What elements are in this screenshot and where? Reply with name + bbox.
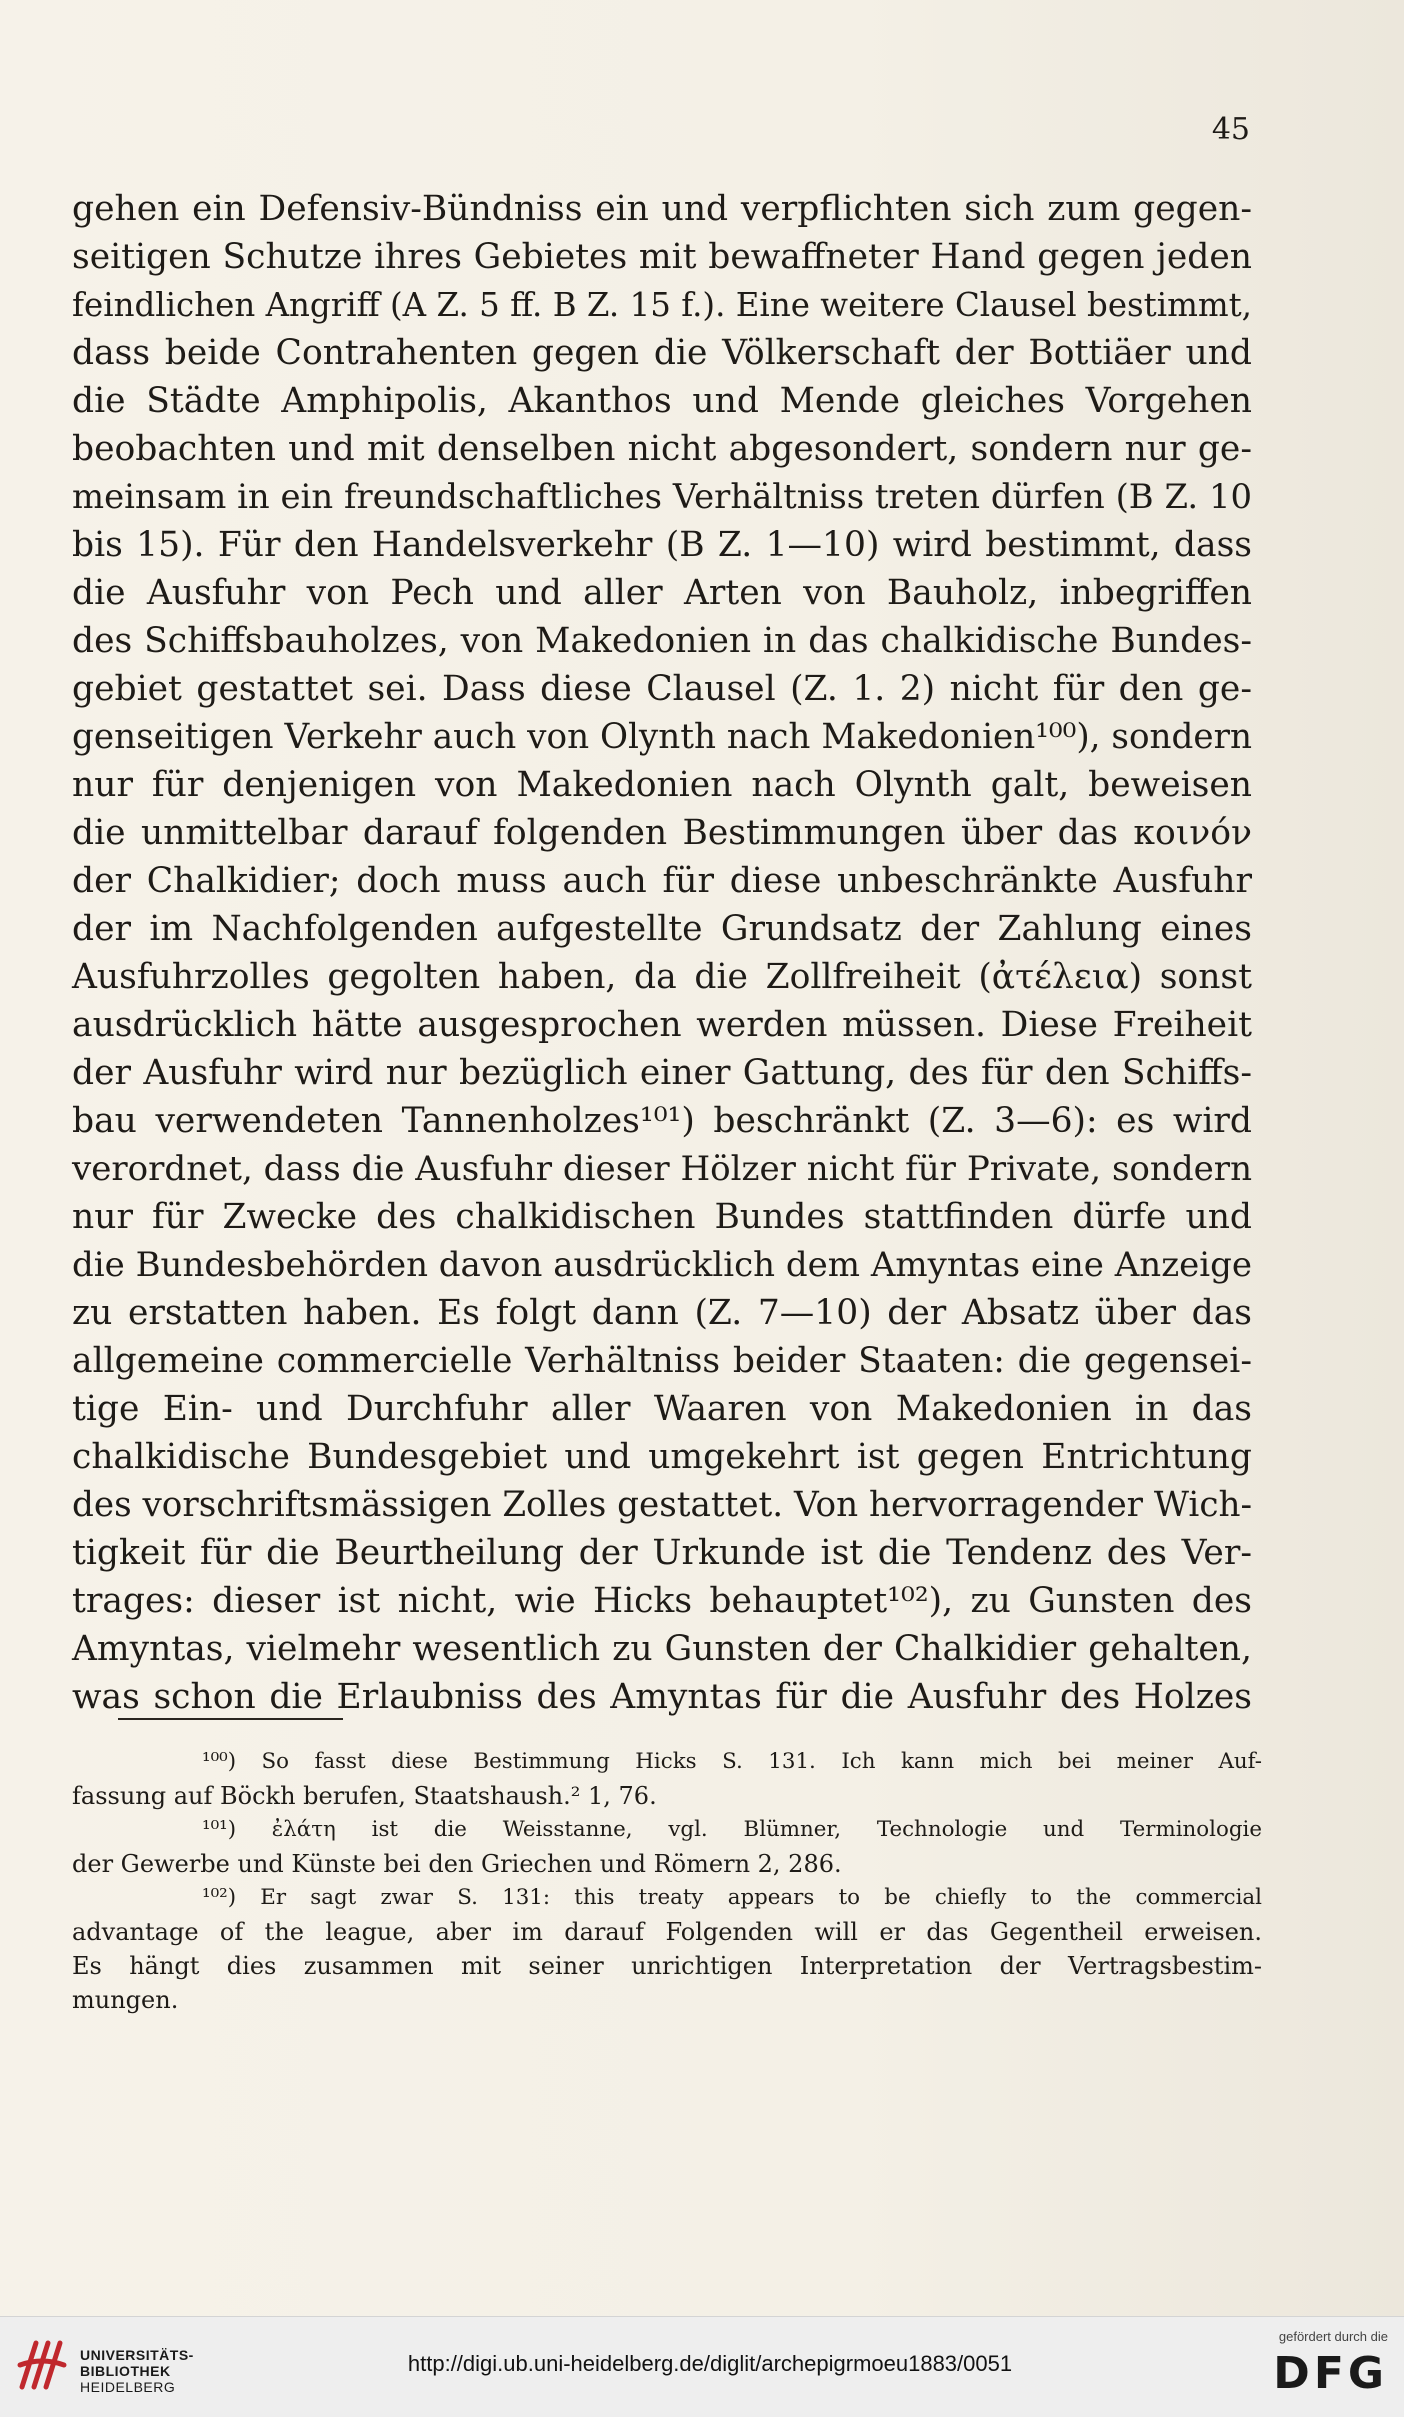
text-line: nur für denjenigen von Makedonien nach Olynth galt, beweisen [72,765,1252,805]
viewer-footer [0,2316,1404,2417]
text-line: verordnet, dass die Ausfuhr dieser Hölzer nicht für Private, sondern [72,1149,1252,1189]
footnote-line: advantage of the league, aber im darauf Folgenden will er das Gegentheil erweisen. [72,1918,1262,1946]
text-line: die unmittelbar darauf folgenden Bestimmungen über das κοινόν [72,813,1252,853]
text-line: tige Ein- und Durchfuhr aller Waaren von Makedonien in das [72,1389,1252,1429]
footnote-line: mungen. [72,1986,179,2014]
text-line: die Ausfuhr von Pech und aller Arten von Bauholz, inbegriffen [72,573,1252,613]
text-line: gebiet gestattet sei. Dass diese Clausel (Z. 1. 2) nicht für den ge- [72,669,1252,709]
text-line: tigkeit für die Beurtheilung der Urkunde ist die Tendenz des Ver- [72,1533,1252,1573]
footnote-line: fassung auf Böckh berufen, Staatshaush.² 1, 76. [72,1782,657,1810]
footnote-line: ¹⁰¹) ἐλάτη ist die Weisstanne, vgl. Blümner, Technologie und Terminologie [202,1817,1262,1842]
footnote-line: Es hängt dies zusammen mit seiner unrichtigen Interpretation der Vertragsbestim- [72,1952,1262,1980]
text-line: Amyntas, vielmehr wesentlich zu Gunsten der Chalkidier gehalten, [72,1629,1252,1669]
text-line: zu erstatten haben. Es folgt dann (Z. 7—10) der Absatz über das [72,1293,1252,1333]
dfg-logo: DFG [1273,2348,1388,2399]
text-line: die Bundesbehörden davon ausdrücklich dem Amyntas eine Anzeige [72,1245,1252,1285]
library-seal-icon [14,2335,70,2395]
text-line: die Städte Amphipolis, Akanthos und Mende gleiches Vorgehen [72,381,1252,421]
dfg-caption: gefördert durch die [1278,2329,1388,2344]
permalink-url[interactable]: http://digi.ub.uni-heidelberg.de/diglit/archepigrmoeu1883/0051 [407,2351,1013,2376]
footnote [72,1813,1262,1881]
text-line: des Schiffsbauholzes, von Makedonien in das chalkidische Bundes- [72,621,1252,661]
text-line: bau verwendeten Tannenholzes¹⁰¹) beschränkt (Z. 3—6): es wird [72,1101,1252,1141]
library-logo[interactable] [14,2335,194,2399]
text-line: allgemeine commercielle Verhältniss beider Staaten: die gegensei- [72,1341,1252,1381]
footnote-line: der Gewerbe und Künste bei den Griechen und Römern 2, 286. [72,1850,842,1878]
text-line: Ausfuhrzolles gegolten haben, da die Zollfreiheit (ἀτέλεια) sonst [72,957,1252,997]
text-line: des vorschriftsmässigen Zolles gestattet. Von hervorragender Wich- [72,1485,1253,1525]
library-name-line: HEIDELBERG [80,2379,176,2395]
footnote [72,1745,1262,1813]
footnote-line: ¹⁰²) Er sagt zwar S. 131: this treaty appears to be chiefly to the commercial [202,1885,1262,1910]
library-name [80,2347,194,2395]
text-line: nur für Zwecke des chalkidischen Bundes stattfinden dürfe und [72,1197,1252,1237]
text-line: der Chalkidier; doch muss auch für diese unbeschränkte Ausfuhr [72,861,1252,901]
page-number: 45 [1211,112,1250,147]
text-line: genseitigen Verkehr auch von Olynth nach Makedonien¹⁰⁰), sondern [72,717,1252,757]
body-text [72,185,1252,1721]
text-line: dass beide Contrahenten gegen die Völkerschaft der Bottiäer und [72,333,1252,373]
text-line: ausdrücklich hätte ausgesprochen werden müssen. Diese Freiheit [72,1005,1252,1045]
dfg-sponsor[interactable] [1238,2329,1388,2409]
text-line: der Ausfuhr wird nur bezüglich einer Gattung, des für den Schiffs- [72,1053,1252,1093]
library-name-line: BIBLIOTHEK [80,2363,171,2379]
text-line: meinsam in ein freundschaftliches Verhältniss treten dürfen (B Z. 10 [72,477,1252,516]
text-line: beobachten und mit denselben nicht abgesondert, sondern nur ge- [72,429,1252,469]
text-line: gehen ein Defensiv-Bündniss ein und verpflichten sich zum gegen- [72,189,1252,229]
footnote-line: ¹⁰⁰) So fasst diese Bestimmung Hicks S. 131. Ich kann mich bei meiner Auf- [202,1749,1262,1774]
footnote [72,1881,1262,2017]
text-line: der im Nachfolgenden aufgestellte Grundsatz der Zahlung eines [72,909,1252,949]
footnotes [72,1745,1262,2017]
text-line: feindlichen Angriff (A Z. 5 ff. B Z. 15 f.). Eine weitere Clausel bestimmt, [72,286,1252,324]
text-line: bis 15). Für den Handelsverkehr (B Z. 1—10) wird bestimmt, dass [72,525,1252,565]
text-line: chalkidische Bundesgebiet und umgekehrt ist gegen Entrichtung [72,1437,1252,1477]
text-line: was schon die Erlaubniss des Amyntas für die Ausfuhr des Holzes [72,1677,1252,1717]
text-line: seitigen Schutze ihres Gebietes mit bewaffneter Hand gegen jeden [72,237,1252,277]
footnote-separator [118,1718,343,1720]
library-name-line: UNIVERSITÄTS- [80,2347,194,2363]
text-line: trages: dieser ist nicht, wie Hicks behauptet¹⁰²), zu Gunsten des [72,1581,1252,1621]
